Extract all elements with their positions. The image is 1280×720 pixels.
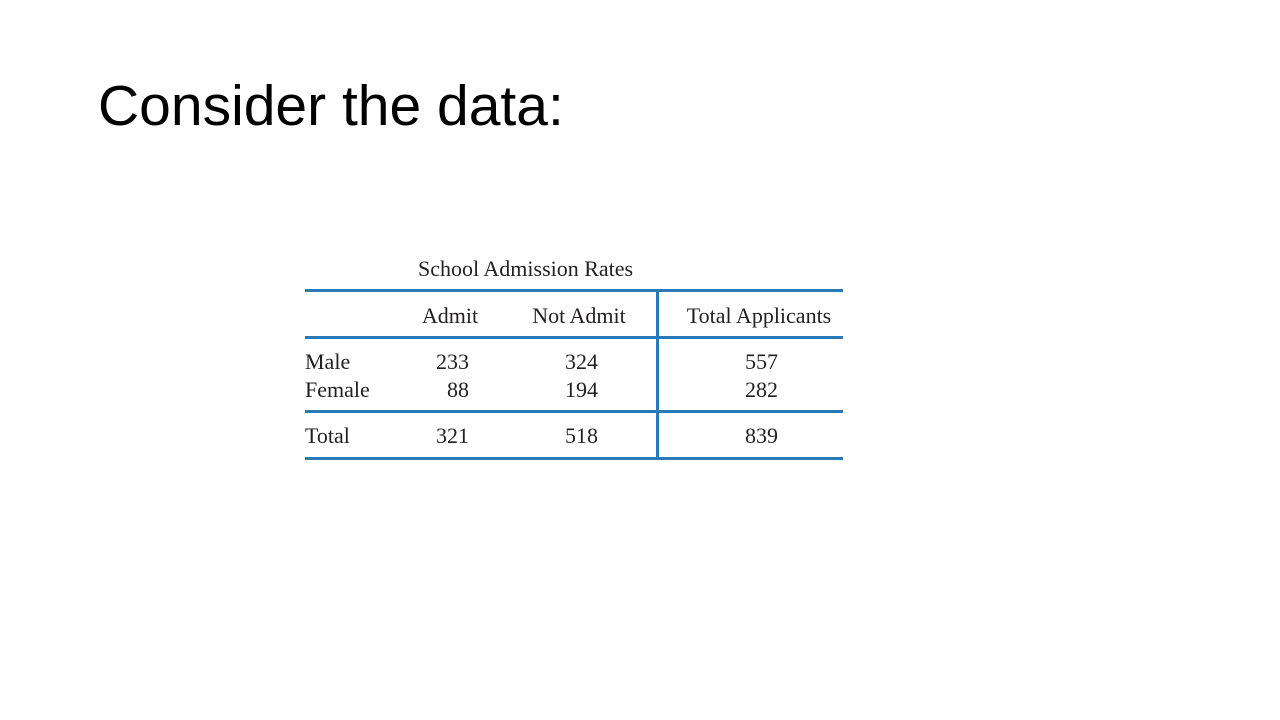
total-admit: 321: [436, 423, 469, 448]
header-bottom-rule: [305, 336, 843, 339]
male-admit: 233: [436, 349, 469, 374]
female-not-admit: 194: [565, 377, 598, 402]
row-label-female: Female: [305, 377, 370, 402]
table-top-rule: [305, 289, 843, 292]
table-bottom-rule: [305, 457, 843, 460]
female-admit: 88: [447, 377, 469, 402]
row-label-total: Total: [305, 423, 350, 448]
table-caption: School Admission Rates: [418, 256, 634, 281]
total-applicants: 839: [745, 423, 778, 448]
header-admit: Admit: [421, 303, 479, 328]
row-label-male: Male: [305, 349, 351, 374]
male-not-admit: 324: [565, 349, 598, 374]
male-total: 557: [745, 349, 778, 374]
slide-title: Consider the data:: [98, 74, 564, 138]
body-bottom-rule: [305, 410, 843, 413]
total-not-admit: 518: [565, 423, 598, 448]
header-not-admit: Not Admit: [532, 303, 626, 328]
admission-table: [305, 252, 843, 462]
female-total: 282: [745, 377, 778, 402]
totals-column-divider: [656, 289, 659, 460]
header-total-applicants: Total Applicants: [686, 303, 832, 328]
